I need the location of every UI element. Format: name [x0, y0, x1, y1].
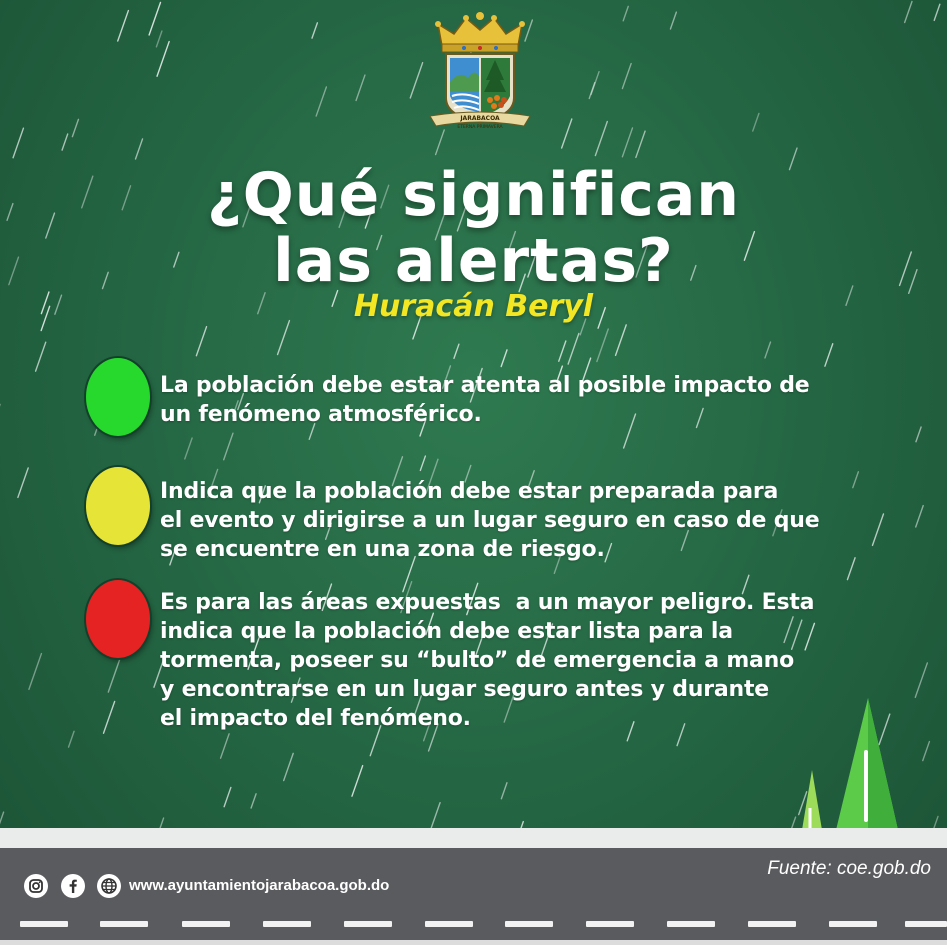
website-link[interactable]: www.ayuntamientojarabacoa.gob.do [129, 877, 390, 894]
subtitle-hurricane-name: Huracán Beryl [353, 289, 594, 324]
instagram-icon[interactable] [24, 874, 48, 898]
page-title [0, 162, 947, 294]
rain-streak [616, 325, 627, 356]
alert-yellow-line-2: el evento y dirigirse a un lugar seguro en caso de que [160, 508, 820, 533]
title-line-1: ¿Qué significan [206, 160, 741, 230]
rain-streak [636, 131, 645, 157]
rain-streak [72, 119, 78, 136]
alert-red-line-5: el impacto del fenómeno. [160, 706, 471, 731]
alert-yellow-line-3: se encuentre en una zona de riesgo. [160, 537, 605, 562]
road-lane-marking [505, 921, 553, 927]
rain-streak [312, 23, 317, 38]
rain-streak [69, 731, 75, 747]
source-credit: Fuente: coe.gob.do [767, 858, 931, 879]
rain-streak [251, 794, 256, 808]
road-lane-marking [829, 921, 877, 927]
rain-streak [13, 128, 23, 158]
rain-streak [356, 75, 365, 100]
tree-decoration-icon [800, 690, 910, 830]
yellow-alert-circle-icon [86, 467, 150, 545]
road-curb [0, 828, 947, 848]
rain-streak [420, 456, 425, 470]
rain-streak [149, 2, 160, 35]
rain-streak [352, 766, 363, 797]
road-lane-marking [100, 921, 148, 927]
rain-streak [62, 134, 68, 150]
rain-streak [108, 658, 120, 692]
rain-streak [410, 63, 422, 98]
rain-streak [622, 64, 631, 89]
rain-streak [923, 742, 930, 761]
rain-streak [753, 113, 759, 131]
rain-streak [224, 433, 233, 460]
road-lane-marking [748, 921, 796, 927]
rain-streak [185, 438, 192, 459]
alert-yellow-line-1: Indica que la población debe estar preparada para [160, 479, 779, 504]
road-lane-marking [182, 921, 230, 927]
alert-green-line-2: un fenómeno atmosférico. [160, 402, 482, 427]
alert-yellow-text [160, 477, 930, 564]
rain-streak [284, 753, 294, 780]
rain-streak [118, 11, 129, 41]
rain-streak [765, 342, 771, 358]
rain-streak [905, 2, 912, 23]
alert-red-line-4: y encontrarse en un lugar seguro antes y durante [160, 677, 770, 702]
rain-streak [196, 327, 206, 356]
crest-ribbon-text: JARABACOA [460, 115, 500, 122]
rain-streak [104, 701, 115, 733]
rain-streak [29, 654, 42, 690]
green-alert-circle-icon [86, 358, 150, 436]
road-lane-marking [344, 921, 392, 927]
rain-streak [934, 4, 940, 20]
crest-ribbon-motto: ETERNA PRIMAVERA [457, 125, 503, 130]
rain-streak [597, 329, 608, 362]
facebook-icon[interactable] [61, 874, 85, 898]
rain-streak [568, 333, 579, 364]
globe-icon[interactable] [97, 874, 121, 898]
rain-streak [916, 427, 921, 442]
rain-streak [18, 468, 28, 498]
title-line-2: las alertas? [273, 226, 674, 296]
rain-streak [501, 350, 507, 367]
rain-streak [623, 6, 628, 20]
road-lane-marking [905, 921, 947, 927]
rain-streak [825, 344, 833, 366]
rain-streak [316, 87, 326, 116]
road-lane-marking [586, 921, 634, 927]
rain-streak [562, 119, 572, 148]
rain-streak [156, 31, 162, 47]
alert-red-line-1: Es para las áreas expuestas a un mayor peligro. Esta [160, 590, 815, 615]
rain-streak [589, 83, 595, 99]
rain-streak [157, 42, 169, 77]
alert-green-line-1: La población debe estar atenta al posible impacto de [160, 373, 810, 398]
rain-streak [454, 344, 459, 358]
red-alert-circle-icon [86, 580, 150, 658]
alert-red-line-2: indica que la población debe estar lista para la [160, 619, 733, 644]
rain-streak [36, 342, 46, 371]
rain-streak [622, 128, 632, 157]
rain-streak [670, 12, 676, 29]
road-lane-marking [20, 921, 68, 927]
jarabacoa-crest-logo [424, 12, 536, 132]
road-lane-marking [425, 921, 473, 927]
rain-streak [224, 787, 231, 806]
alert-green-text [160, 371, 930, 429]
rain-streak [559, 341, 566, 361]
rain-streak [595, 122, 607, 156]
rain-streak [136, 139, 143, 159]
bottom-edge-strip [0, 940, 947, 945]
rain-streak [501, 783, 507, 799]
alert-red-line-3: tormenta, poseer su “bulto” de emergencia a mano [160, 648, 795, 673]
road-lane-marking [667, 921, 715, 927]
rain-streak [221, 734, 230, 758]
road-lane-marking [263, 921, 311, 927]
rain-streak [436, 130, 445, 155]
rain-streak [428, 803, 440, 830]
